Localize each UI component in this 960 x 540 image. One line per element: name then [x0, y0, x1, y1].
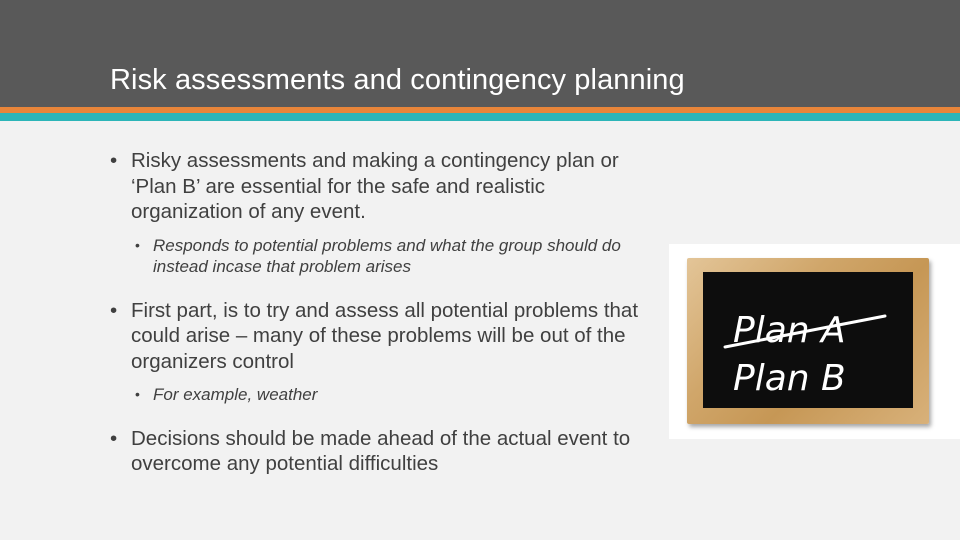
chalk-text-plan-b: Plan B — [733, 358, 846, 399]
bullet-list — [110, 148, 640, 477]
bullet-text: First part, is to try and assess all potential problems that could arise – many of these problems will be out of the organizers control — [131, 298, 639, 373]
accent-stripe-teal — [0, 113, 960, 121]
bullet-item — [110, 148, 640, 225]
bullet-marker: • — [110, 149, 118, 172]
bullet-item — [110, 426, 640, 477]
sub-bullet-marker: • — [135, 236, 140, 253]
chalk-text-plan-a: Plan A — [733, 310, 846, 351]
sub-bullet-text: Responds to potential problems and what the group should do instead incase that problem arises — [153, 235, 621, 276]
sub-bullet-item — [110, 384, 640, 406]
bullet-marker: • — [110, 298, 118, 322]
bullet-text: Decisions should be made ahead of the actual event to overcome any potential difficulties — [131, 426, 631, 475]
sub-bullet-marker: • — [135, 386, 140, 402]
chalkboard-frame — [687, 258, 929, 424]
sub-bullet-text: For example, weather — [153, 385, 318, 404]
sub-bullet-item — [110, 235, 640, 278]
bullet-text: Risky assessments and making a contingency plan or ‘Plan B’ are essential for the safe and realistic organization of any event. — [131, 149, 619, 223]
chalkboard-surface — [703, 272, 913, 408]
bullet-marker: • — [110, 426, 118, 450]
slide-title: Risk assessments and contingency planning — [110, 64, 685, 96]
chalkboard-writing — [703, 272, 913, 408]
bullet-item — [110, 298, 640, 375]
chalkboard-image — [669, 244, 960, 439]
